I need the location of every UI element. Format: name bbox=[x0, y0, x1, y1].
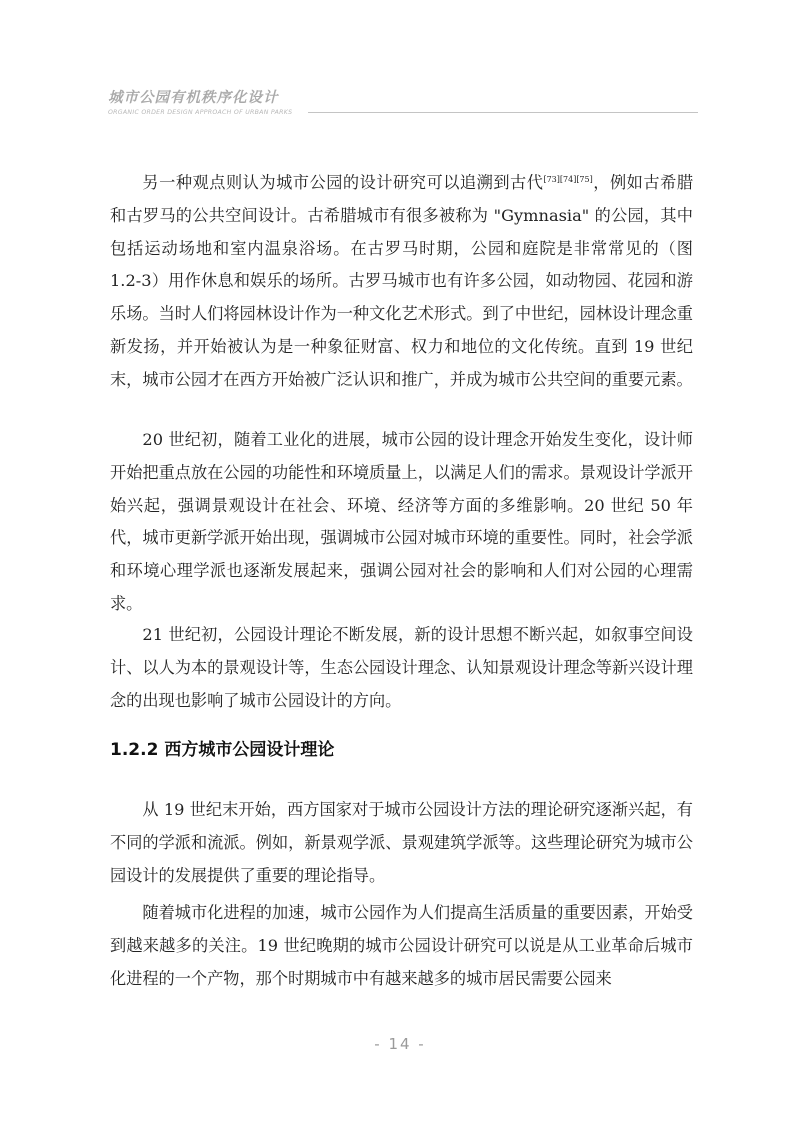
paragraph-20th-century: 20 世纪初，随着工业化的进展，城市公园的设计理念开始发生变化，设计师开始把重点放在公园的功能性和环境质量上，以满足人们的需求。景观设计学派开始兴起，强调景观设计在社会、环境、经济等方面的多维影响。20 世纪 50 年代，城市更新学派开始出现，强调城市公园对城市环境的重要性。同时，社会学派和环境心理学派也逐渐发展起来，强调公园对社会的影响和人们对公园的心理需求。 bbox=[110, 430, 693, 613]
paragraph-text: 另一种观点则认为城市公园的设计研究可以追溯到古代 bbox=[142, 173, 544, 192]
paragraph-late-19th-century: 从 19 世纪末开始，西方国家对于城市公园设计方法的理论研究逐渐兴起，有不同的学派和流派。例如，新景观学派、景观建筑学派等。这些理论研究为城市公园设计的发展提供了重要的理论指导。 bbox=[110, 800, 693, 885]
header-divider bbox=[308, 112, 698, 113]
paragraph-ancient-origins bbox=[110, 167, 693, 397]
paragraph-text: ，例如古希腊和古罗马的公共空间设计。古希腊城市有很多被称为 "Gymnasia" 的公园，其中包括运动场地和室内温泉浴场。在古罗马时期，公园和庭院是非常常见的（图 1.2-3）用作休息和娱乐的场所。古罗马城市也有许多公园，如动物园、花园和游乐场。当时人们将园林设计作为一种文化艺术形式。到了中世纪，园林设计理念重新发扬，并开始被认为是一种象征财富、权力和地位的文化传统。直到 19 世纪末，城市公园才在西方开始被广泛认识和推广，并成为城市公共空间的重要元素。 bbox=[110, 173, 694, 389]
header-title: 城市公园有机秩序化设计 bbox=[108, 90, 279, 106]
header-subtitle: ORGANIC ORDER DESIGN APPROACH OF URBAN PARKS bbox=[108, 109, 293, 116]
running-header bbox=[108, 89, 698, 116]
section-heading: 1.2.2 西方城市公园设计理论 bbox=[110, 740, 335, 760]
citation-refs: [73][74][75] bbox=[543, 175, 593, 184]
paragraph-urbanization: 随着城市化进程的加速，城市公园作为人们提高生活质量的重要因素，开始受到越来越多的关注。19 世纪晚期的城市公园设计研究可以说是从工业革命后城市化进程的一个产物，那个时期城市中有越来越多的城市居民需要公园来 bbox=[110, 903, 693, 988]
page-number: - 14 - bbox=[374, 1035, 426, 1053]
paragraph-21st-century: 21 世纪初，公园设计理论不断发展，新的设计思想不断兴起，如叙事空间设计、以人为本的景观设计等，生态公园设计理念、认知景观设计理念等新兴设计理念的出现也影响了城市公园设计的方向。 bbox=[110, 625, 693, 710]
